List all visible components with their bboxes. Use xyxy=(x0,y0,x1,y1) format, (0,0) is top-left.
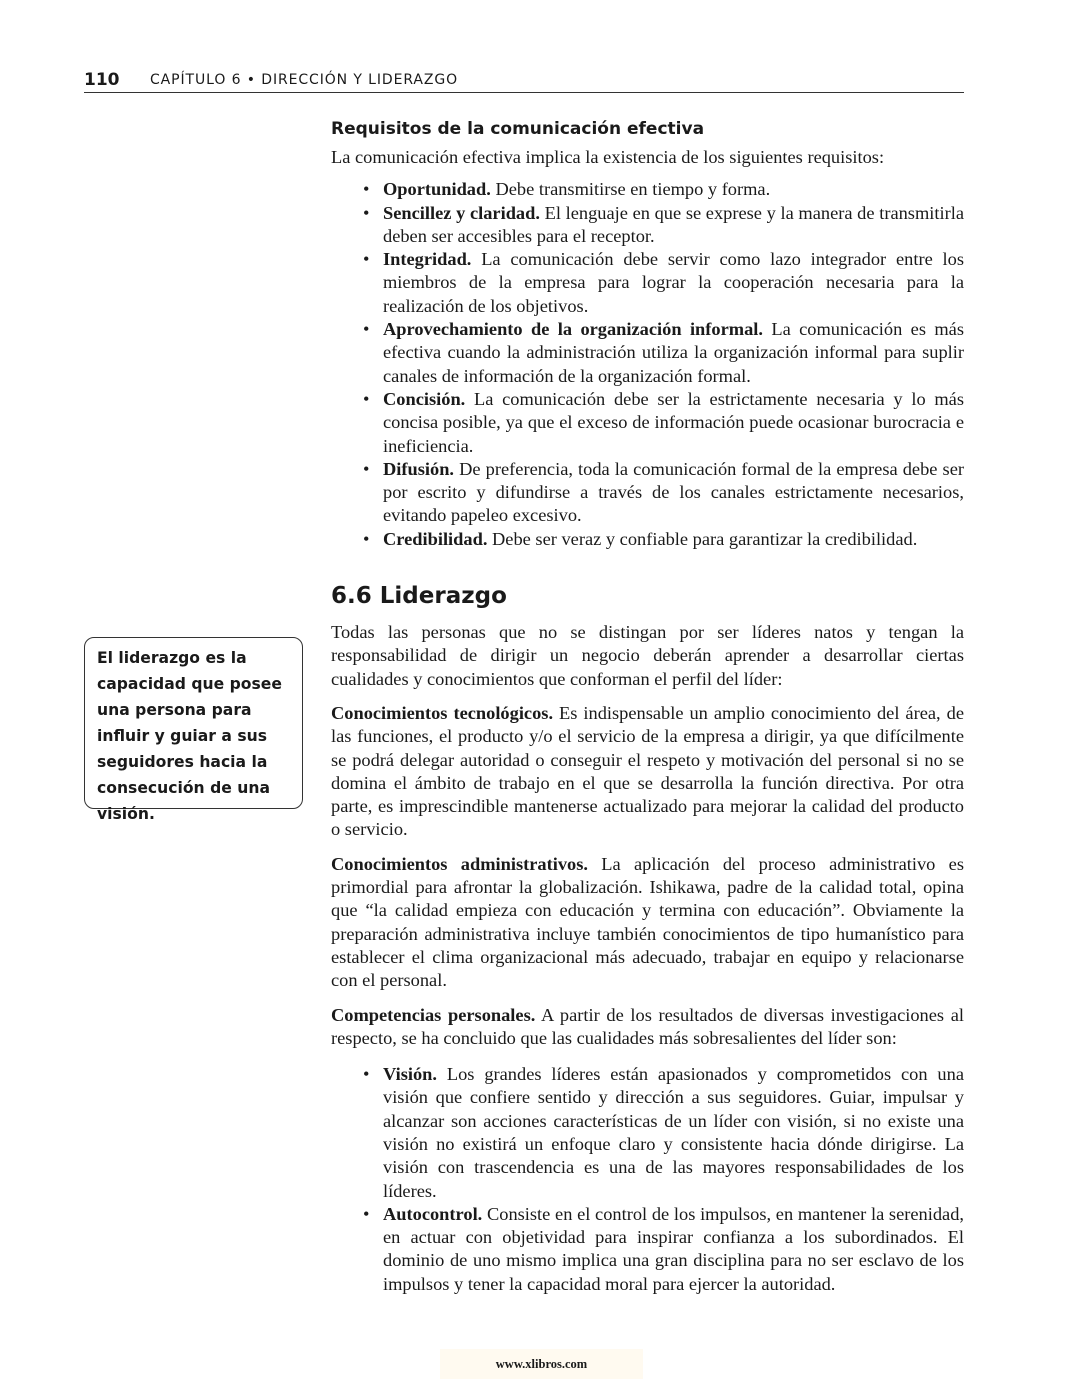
requisitos-list xyxy=(331,178,964,551)
bullet-icon: • xyxy=(363,179,370,200)
list-item xyxy=(331,202,964,249)
requisitos-heading: Requisitos de la comunicación efectiva xyxy=(331,119,705,139)
bullet-icon: • xyxy=(363,458,370,479)
liderazgo-intro: Todas las personas que no se distingan por ser líderes natos y tengan la responsabilidad de dirigir un negocio deberán aprender a desarrollar ciertas cualidades y conocimientos que conforman el perfil del líder: xyxy=(331,622,964,689)
paragraph-text: Es indispensable un amplio conocimiento del área, de las funciones, el producto y/o el servicio de la empresa a dirigir, ya que difícilmente se podrá delegar autoridad o conseguir el respeto y motivación del personal si no se domina el ámbito de trabajo en el que se desarrolla la función directiva. Por otra parte, es imprescindible mantenerse actualizado para mejorar la calidad del producto o servicio. xyxy=(331,702,964,840)
item-text: Debe ser veraz y confiable para garantizar la credibilidad. xyxy=(487,528,918,549)
item-text: La comunicación es más efectiva cuando la administración utiliza la organización informal para suplir canales de información de la organización formal. xyxy=(383,319,964,386)
sidebar-note: El liderazgo es la capacidad que posee una persona para influir y guiar a sus seguidores hacia la consecución de una visión. xyxy=(84,637,303,809)
section-heading: 6.6 Liderazgo xyxy=(331,583,507,610)
page-number: 110 xyxy=(84,70,120,90)
paragraph-text: La aplicación del proceso administrativo es primordial para afrontar la globalización. Ishikawa, padre de la calidad total, opina que “la calidad empieza con educación y termina con educación”. Obviamente la preparación administrativa incluye también conocimientos de tipo humanístico para establecer el clima organizacional más adecuado, trabajar en equipo y relacionarse con el personal. xyxy=(331,853,964,991)
item-text: La comunicación debe servir como lazo integrador entre los miembros de la empresa para lograr la cooperación necesaria para la realización de los objetivos. xyxy=(383,249,964,316)
item-term: Credibilidad. xyxy=(383,528,488,549)
list-item xyxy=(331,458,964,528)
item-term: Concisión. xyxy=(383,388,466,409)
bullet-icon: • xyxy=(363,1064,370,1085)
running-header xyxy=(84,70,964,93)
item-text: La comunicación debe ser la estrictamente necesaria y lo más concisa posible, ya que el exceso de información puede ocasionar burocracia e ineficiencia. xyxy=(383,388,964,456)
chapter-title: CAPÍTULO 6 • DIRECCIÓN Y LIDERAZGO xyxy=(150,72,459,88)
item-term: Autocontrol. xyxy=(383,1203,483,1224)
bullet-icon: • xyxy=(363,249,370,270)
list-item xyxy=(331,1063,964,1203)
list-item xyxy=(331,1203,964,1296)
bullet-icon: • xyxy=(363,319,370,340)
list-item xyxy=(331,248,964,318)
list-item xyxy=(331,528,964,551)
paragraph-term: Conocimientos tecnológicos. xyxy=(331,702,554,723)
item-text: El lenguaje en que se exprese y la manera de transmitirla deben ser accesibles para el receptor. xyxy=(383,202,964,246)
item-term: Integridad. xyxy=(383,249,472,270)
bullet-icon: • xyxy=(363,1203,370,1224)
item-term: Sencillez y claridad. xyxy=(383,202,540,223)
bullet-icon: • xyxy=(363,528,370,549)
bullet-icon: • xyxy=(363,202,370,223)
footer-url: www.xlibros.com xyxy=(440,1349,643,1379)
item-term: Visión. xyxy=(383,1064,437,1085)
item-text: Consiste en el control de los impulsos, en mantener la serenidad, en actuar con objetividad para inspirar confianza a los subordinados. El dominio de uno mismo implica una gran disciplina para no ser esclavo de los impulsos y tener la capacidad moral para ejercer la autoridad. xyxy=(383,1203,964,1294)
paragraph-text: A partir de los resultados de diversas investigaciones al respecto, se ha concluido que las cualidades más sobresalientes del líder son: xyxy=(331,1004,964,1048)
main-column xyxy=(331,118,964,1296)
item-term: Difusión. xyxy=(383,458,455,479)
item-term: Oportunidad. xyxy=(383,179,491,200)
paragraph-term: Conocimientos administrativos. xyxy=(331,853,588,874)
list-item xyxy=(331,178,964,201)
paragraph xyxy=(331,1004,964,1051)
list-item xyxy=(331,318,964,388)
paragraph xyxy=(331,702,964,842)
bullet-icon: • xyxy=(363,388,370,409)
paragraph-term: Competencias personales. xyxy=(331,1004,536,1025)
competencias-list xyxy=(331,1063,964,1296)
item-term: Aprovechamiento de la organización informal. xyxy=(383,319,763,340)
item-text: Debe transmitirse en tiempo y forma. xyxy=(490,179,771,200)
list-item xyxy=(331,388,964,458)
paragraph xyxy=(331,853,964,993)
item-text: De preferencia, toda la comunicación formal de la empresa debe ser por escrito y difundirse a través de los canales estrictamente necesarios, evitando papeleo excesivo. xyxy=(383,458,964,526)
item-text: Los grandes líderes están apasionados y comprometidos con una visión que confiere sentido y dirección a sus seguidores. Guiar, impulsar y alcanzar son acciones características de un líder con visión, si no existe una visión no existirá un enfoque claro y consistente hacia dónde dirigirse. La visión con trascendencia es una de las mayores responsabilidades de los líderes. xyxy=(383,1064,964,1201)
requisitos-intro: La comunicación efectiva implica la existencia de los siguientes requisitos: xyxy=(331,147,885,167)
